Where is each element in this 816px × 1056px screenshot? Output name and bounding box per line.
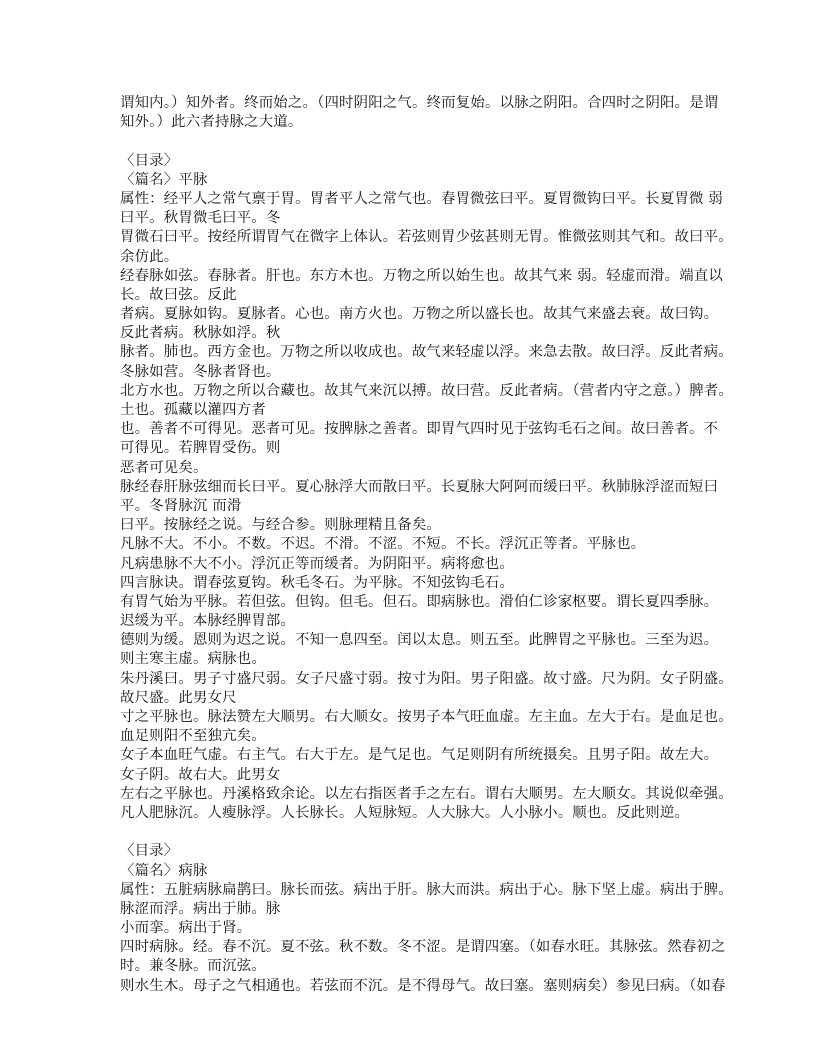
text-line: 谓知内。）知外者。终而始之。（四时阴阳之气。终而复始。以脉之阴阳。合四时之阴阳。是谓 (120, 95, 719, 111)
text-line: 〈目录〉 (120, 843, 179, 860)
text-line: 曰平。按脉经之说。与经合参。则脉理精且备矣。 (120, 517, 441, 534)
text-line: 也。善者不可得见。恶者可见。按脾脉之善者。即胃气四时见于弦钩毛石之间。故曰善者。不 (120, 421, 719, 438)
text-line: 凡人肥脉沉。人瘦脉浮。人长脉长。人短脉短。人大脉大。人小脉小。顺也。反此则逆。 (120, 804, 690, 821)
text-line: 脉涩而浮。病出于肺。脉 (120, 900, 281, 917)
text-line: 反此者病。秋脉如浮。秋 (120, 325, 281, 342)
text-line: 余仿此。 (120, 248, 179, 265)
text-line: 可得见。若脾胃受伤。则 (120, 440, 281, 457)
text-line: 德则为缓。恩则为迟之说。不知一息四至。闰以太息。则五至。此脾胃之平脉也。三至为迟。 (120, 632, 719, 649)
text-line: 凡病患脉不大不小。浮沉正等而缓者。为阴阳平。病将愈也。 (120, 555, 514, 572)
text-line: 属性：五脏病脉扁鹊曰。脉长而弦。病出于肝。脉大而洪。病出于心。脉下坚上虚。病出于脾。 (120, 881, 733, 898)
text-line: 脉经春肝脉弦细而长曰平。夏心脉浮大而散曰平。长夏脉大阿阿而缓曰平。秋肺脉浮涩而短曰 (120, 478, 719, 495)
text-line: 凡脉不大。不小。不数。不迟。不滑。不涩。不短。不长。浮沉正等者。平脉也。 (120, 536, 646, 553)
text-line: 则主寒主虚。病脉也。 (120, 651, 266, 668)
text-line: 则水生木。母子之气相通也。若弦而不沉。是不得母气。故曰塞。塞则病矣）参见曰病。（如春 (120, 977, 726, 994)
text-line: 朱丹溪曰。男子寸盛尺弱。女子尺盛寸弱。按寸为阳。男子阳盛。故寸盛。尺为阴。女子阴盛。 (120, 670, 733, 687)
text-line: 女子阴。故右大。此男女 (120, 766, 281, 783)
text-line: 者病。夏脉如钩。夏脉者。心也。南方火也。万物之所以盛长也。故其气来盛去衰。故曰钩。 (120, 306, 719, 323)
document-page (120, 94, 733, 996)
text-line: 左右之平脉也。丹溪格致余论。以左右指医者手之左右。谓右大顺男。左大顺女。其说似牵强。 (120, 785, 733, 802)
text-line: 冬脉如营。冬脉者肾也。 (120, 363, 281, 380)
text-line: 恶者可见矣。 (120, 459, 208, 476)
text-line: 有胃气始为平脉。若但弦。但钩。但毛。但石。即病脉也。滑伯仁诊家枢要。谓长夏四季脉。 (120, 593, 719, 610)
blank-line (120, 132, 710, 151)
text-line: 小而挛。病出于肾。 (120, 920, 252, 937)
text-line: 故尺盛。此男女尺 (120, 689, 237, 706)
text-line: 血足则阳不至独亢矣。 (120, 728, 266, 745)
text-line: 四时病脉。经。春不沉。夏不弦。秋不数。冬不涩。是谓四塞。（如春水旺。其脉弦。然春初之 (120, 939, 726, 956)
text-line: 属性：经平人之常气禀于胃。胃者平人之常气也。春胃微弦曰平。夏胃微钩曰平。长夏胃微 弱 (120, 190, 723, 207)
blank-line (120, 823, 710, 842)
text-line: 脉者。肺也。西方金也。万物之所以收成也。故气来轻虚以浮。来急去散。故曰浮。反此者病。 (120, 344, 733, 361)
text-line: 土也。孤藏以灌四方者 (120, 402, 266, 418)
text-line: 时。兼冬脉。而沉弦。 (120, 958, 266, 975)
text-line: 四言脉诀。谓春弦夏钩。秋毛冬石。为平脉。不知弦钩毛石。 (120, 574, 514, 591)
text-line: 北方水也。万物之所以合藏也。故其气来沉以搏。故曰营。反此者病。（营者内守之意。）脾者。 (120, 382, 733, 399)
text-line: 〈篇名〉平脉 (120, 171, 208, 188)
text-line: 长。故曰弦。反此 (120, 286, 237, 303)
text-line: 知外。）此六者持脉之大道。 (120, 114, 303, 131)
text-line: 迟缓为平。本脉经脾胃部。 (120, 613, 296, 630)
text-line: 曰平。秋胃微毛曰平。冬 (120, 210, 281, 227)
text-line: 寸之平脉也。脉法赞左大顺男。右大顺女。按男子本气旺血虚。左主血。左大于右。是血足也。 (120, 709, 733, 725)
text-line: 经春脉如弦。春脉者。肝也。东方木也。万物之所以始生也。故其气来 弱。轻虚而滑。端直以 (120, 267, 723, 284)
text-line: 〈目录〉 (120, 152, 179, 169)
text-line: 女子本血旺气虚。右主气。右大于左。是气足也。气足则阴有所统摄矣。且男子阳。故左大。 (120, 747, 719, 764)
text-line: 胃微石曰平。按经所谓胃气在微字上体认。若弦则胃少弦甚则无胃。惟微弦则其气和。故曰平。 (120, 229, 733, 246)
text-line: 平。冬肾脉沉 而滑 (120, 497, 242, 514)
text-line: 〈篇名〉病脉 (120, 862, 208, 879)
